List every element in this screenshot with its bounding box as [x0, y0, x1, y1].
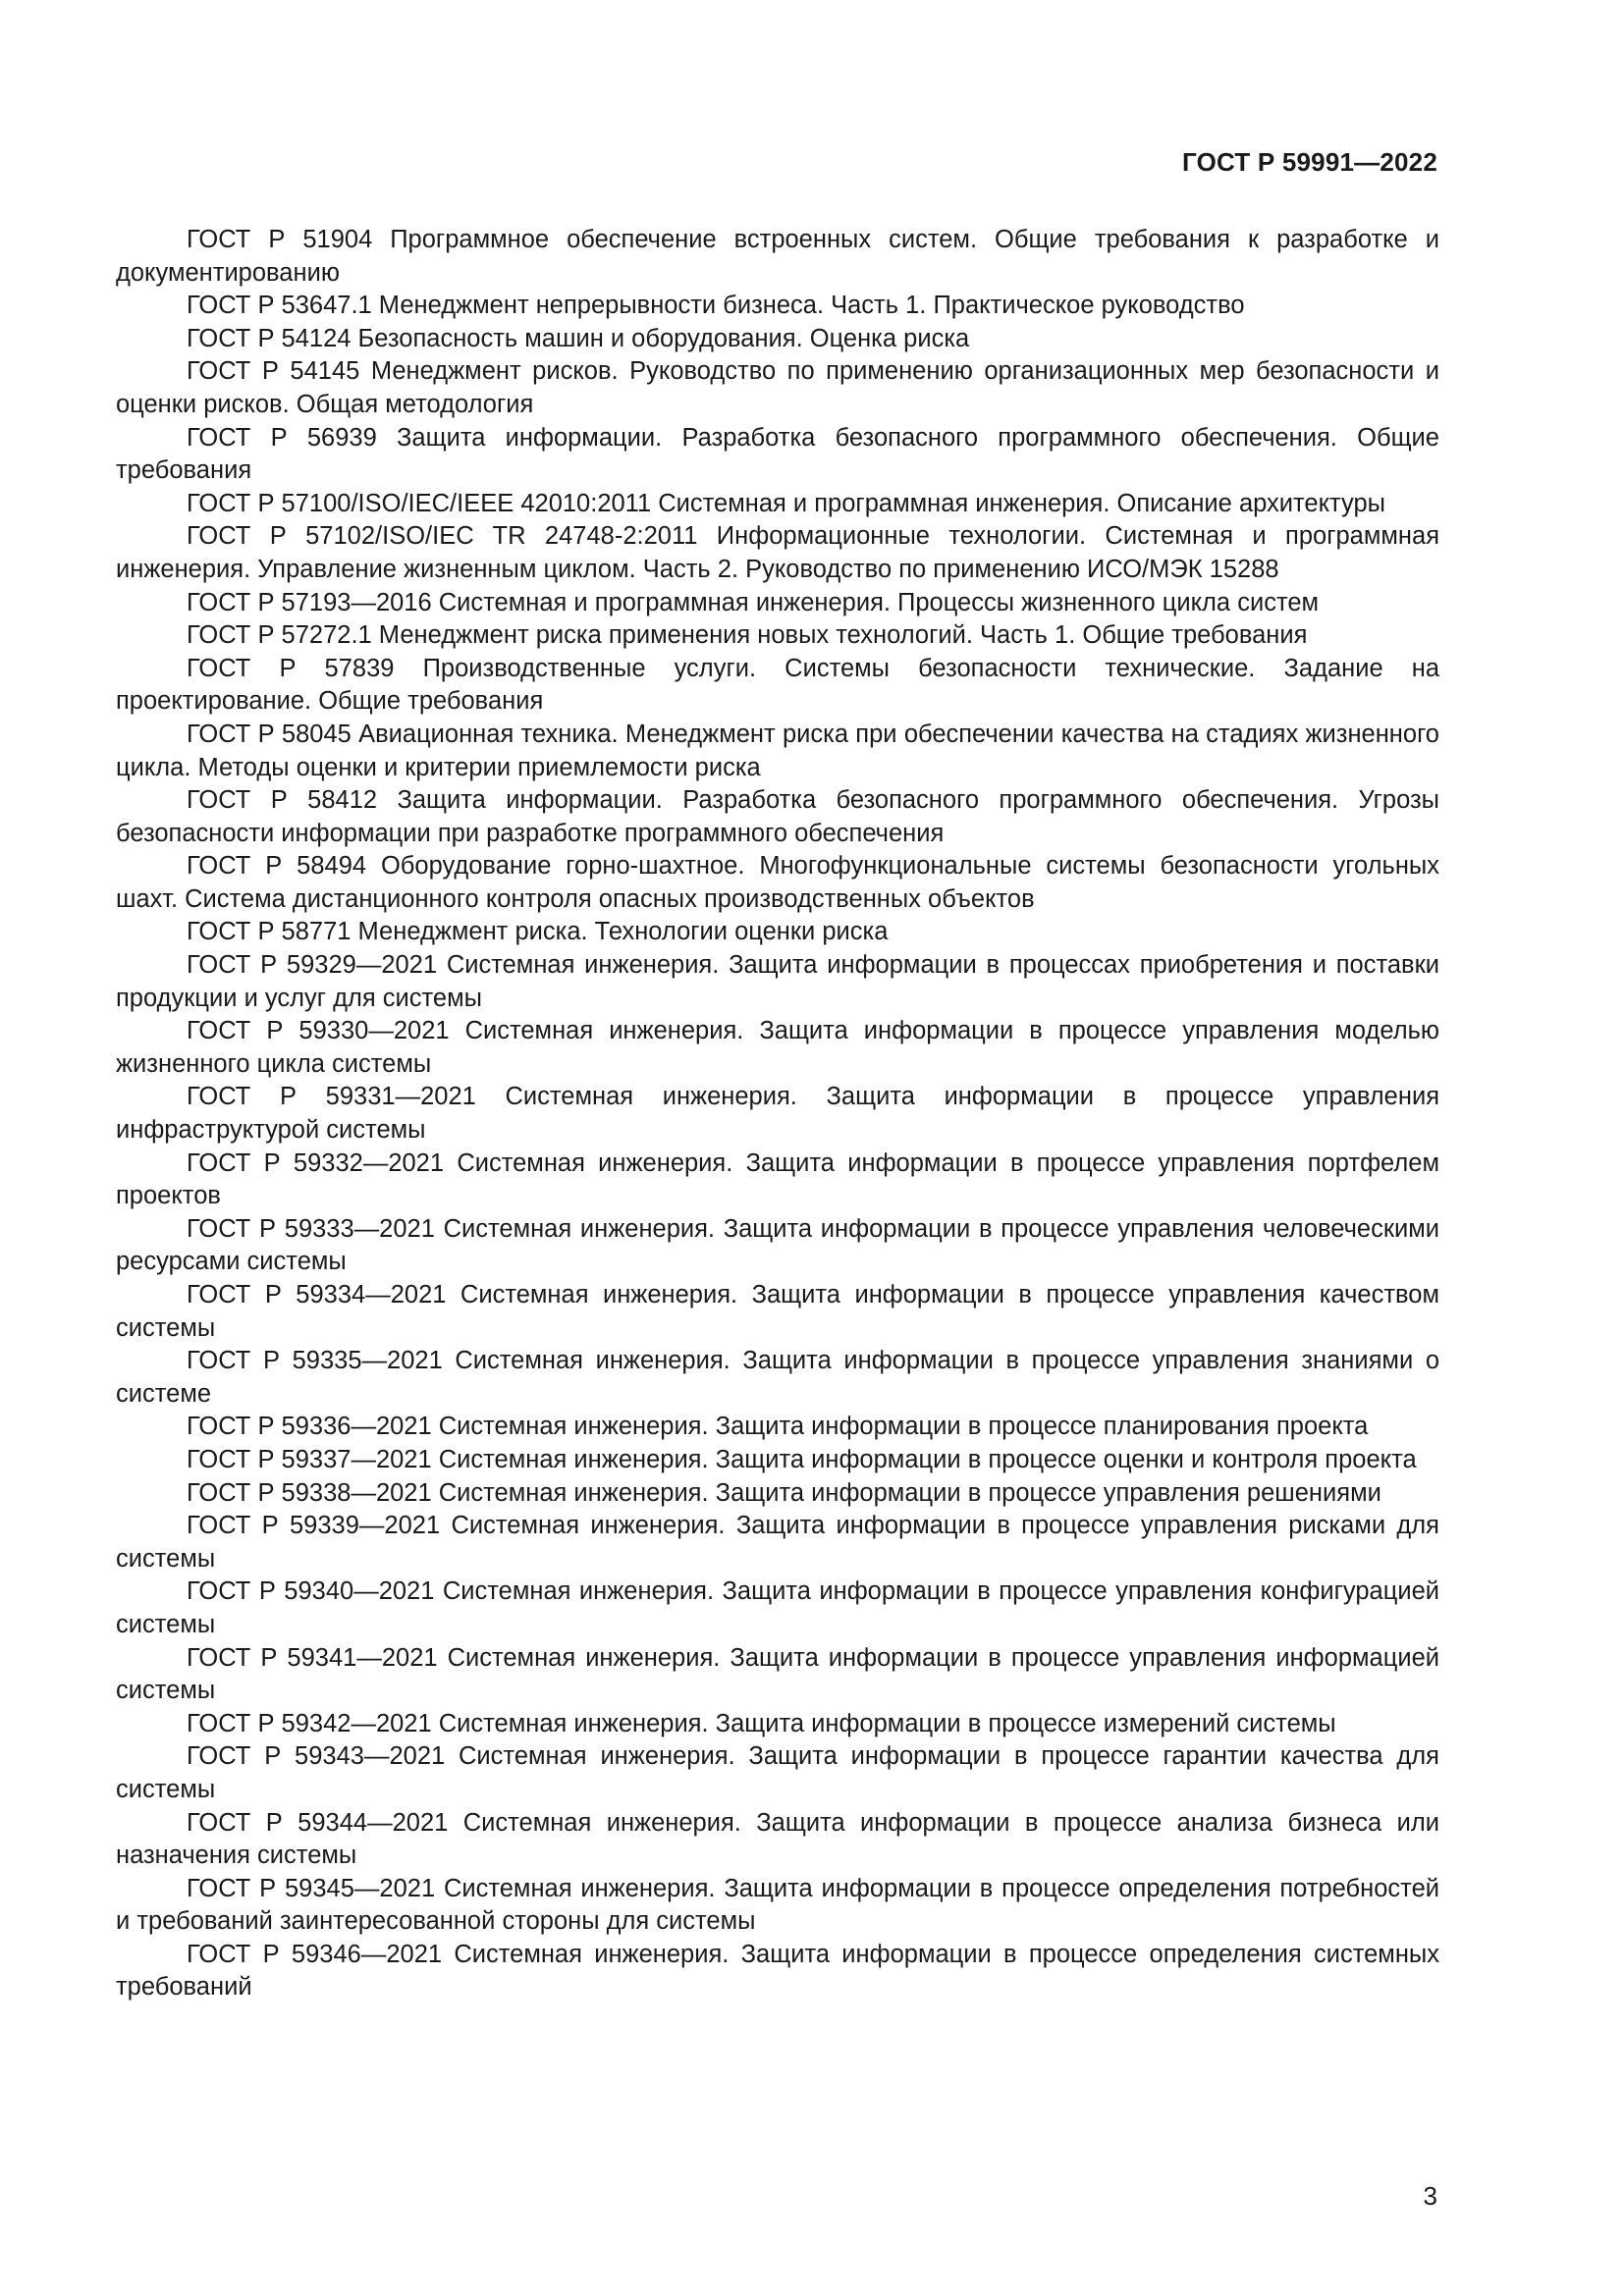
reference-entry: ГОСТ Р 58494 Оборудование горно-шахтное. Многофункциональные системы безопасности угольных шахт. Система дистанционного контроля опасных производственных объектов	[116, 852, 1439, 913]
reference-entry: ГОСТ Р 57839 Производственные услуги. Системы безопасности технические. Задание на проектирование. Общие требования	[116, 654, 1439, 716]
reference-entry: ГОСТ Р 59330—2021 Системная инженерия. Защита информации в процессе управления моделью жизненного цикла системы	[116, 1017, 1439, 1078]
normative-references-list	[116, 224, 1439, 2004]
reference-entry: ГОСТ Р 59346—2021 Системная инженерия. Защита информации в процессе определения системных требований	[116, 1940, 1439, 2002]
page-number: 3	[1423, 2181, 1437, 2211]
reference-entry: ГОСТ Р 56939 Защита информации. Разработка безопасного программного обеспечения. Общие требования	[116, 423, 1439, 485]
reference-entry: ГОСТ Р 54145 Менеджмент рисков. Руководство по применению организационных мер безопасности и оценки рисков. Общая методология	[116, 357, 1439, 418]
reference-entry: ГОСТ Р 59340—2021 Системная инженерия. Защита информации в процессе управления конфигурацией системы	[116, 1577, 1439, 1638]
reference-entry: ГОСТ Р 59342—2021 Системная инженерия. Защита информации в процессе измерений системы	[187, 1709, 1336, 1737]
reference-entry: ГОСТ Р 57272.1 Менеджмент риска применения новых технологий. Часть 1. Общие требования	[187, 621, 1308, 650]
reference-entry: ГОСТ Р 53647.1 Менеджмент непрерывности бизнеса. Часть 1. Практическое руководство	[187, 292, 1245, 320]
reference-entry: ГОСТ Р 59332—2021 Системная инженерия. Защита информации в процессе управления портфелем проектов	[116, 1148, 1439, 1210]
reference-entry: ГОСТ Р 59338—2021 Системная инженерия. Защита информации в процессе управления решениями	[187, 1478, 1381, 1507]
reference-entry: ГОСТ Р 57100/ISO/IEC/IEEE 42010:2011 Системная и программная инженерия. Описание архитектуры	[187, 489, 1385, 517]
reference-entry: ГОСТ Р 51904 Программное обеспечение встроенных систем. Общие требования к разработке и документированию	[116, 226, 1439, 287]
reference-entry: ГОСТ Р 57102/ISO/IEC TR 24748-2:2011 Информационные технологии. Системная и программная инженерия. Управление жизненным циклом. Часть 2. Руководство по применению ИСО/МЭК 15288	[116, 522, 1439, 583]
reference-entry: ГОСТ Р 59336—2021 Системная инженерия. Защита информации в процессе планирования проекта	[187, 1413, 1369, 1441]
reference-entry: ГОСТ Р 57193—2016 Системная и программная инженерия. Процессы жизненного цикла систем	[187, 588, 1320, 616]
reference-entry: ГОСТ Р 58045 Авиационная техника. Менеджмент риска при обеспечении качества на стадиях жизненного цикла. Методы оценки и критерии приемлемости риска	[116, 720, 1439, 781]
reference-entry: ГОСТ Р 54124 Безопасность машин и оборудования. Оценка риска	[187, 324, 970, 352]
reference-entry: ГОСТ Р 59341—2021 Системная инженерия. Защита информации в процессе управления информацией системы	[116, 1643, 1439, 1705]
reference-entry: ГОСТ Р 59337—2021 Системная инженерия. Защита информации в процессе оценки и контроля проекта	[187, 1445, 1417, 1473]
document-header-id: ГОСТ Р 59991—2022	[1182, 147, 1437, 177]
reference-entry: ГОСТ Р 59343—2021 Системная инженерия. Защита информации в процессе гарантии качества для системы	[116, 1742, 1439, 1803]
reference-entry: ГОСТ Р 59329—2021 Системная инженерия. Защита информации в процессах приобретения и поставки продукции и услуг для системы	[116, 951, 1439, 1012]
reference-entry: ГОСТ Р 59339—2021 Системная инженерия. Защита информации в процессе управления рисками для системы	[116, 1512, 1439, 1573]
reference-entry: ГОСТ Р 58412 Защита информации. Разработка безопасного программного обеспечения. Угрозы безопасности информации при разработке программного обеспечения	[116, 786, 1439, 847]
reference-entry: ГОСТ Р 59333—2021 Системная инженерия. Защита информации в процессе управления человеческими ресурсами системы	[116, 1214, 1439, 1276]
reference-entry: ГОСТ Р 59331—2021 Системная инженерия. Защита информации в процессе управления инфраструктурой системы	[116, 1083, 1439, 1145]
reference-entry: ГОСТ Р 59334—2021 Системная инженерия. Защита информации в процессе управления качеством системы	[116, 1281, 1439, 1342]
reference-entry: ГОСТ Р 59345—2021 Системная инженерия. Защита информации в процессе определения потребностей и требований заинтересованной стороны для системы	[116, 1874, 1439, 1936]
reference-entry: ГОСТ Р 58771 Менеджмент риска. Технологии оценки риска	[187, 918, 889, 946]
reference-entry: ГОСТ Р 59344—2021 Системная инженерия. Защита информации в процессе анализа бизнеса или назначения системы	[116, 1808, 1439, 1870]
reference-entry: ГОСТ Р 59335—2021 Системная инженерия. Защита информации в процессе управления знаниями о системе	[116, 1347, 1439, 1408]
